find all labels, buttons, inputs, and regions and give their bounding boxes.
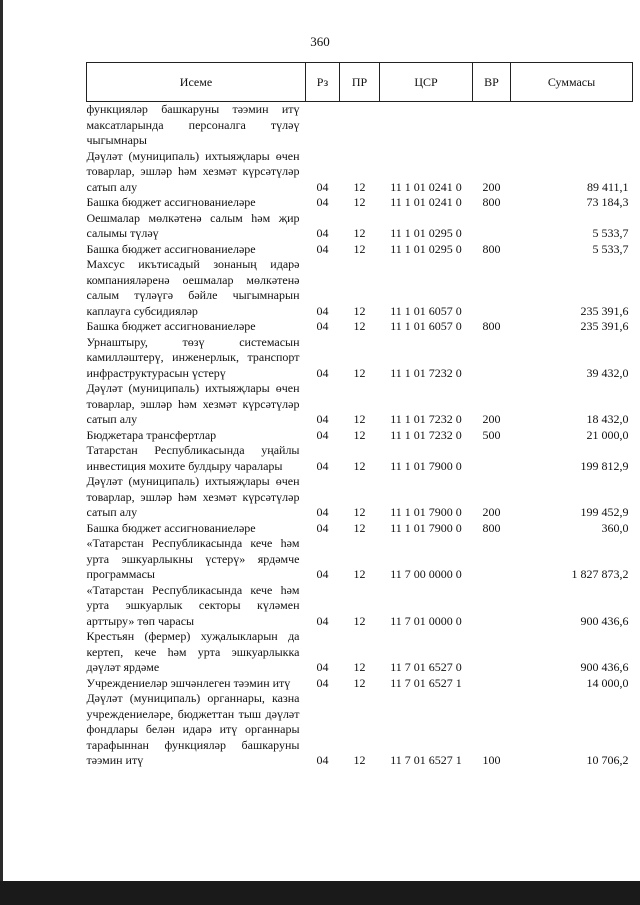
cell-csr: 11 1 01 6057 0 (390, 319, 462, 333)
header-pr: ПР (340, 63, 380, 102)
cell-rz: 04 (316, 179, 329, 194)
cell-name: Дәүләт (муниципаль) ихтыяҗлары өчен товарлар, эшләр һәм хезмәт күрсәтүләр сатып алу (86, 148, 300, 194)
cell-vr (473, 102, 511, 149)
cell-sum: 199 452,9 (580, 505, 629, 519)
cell-pr: 12 (353, 303, 366, 318)
cell-vr (473, 335, 511, 382)
table-row (87, 428, 633, 444)
cell-sum: 89 411,1 (586, 179, 629, 194)
cell-pr: 12 (353, 226, 366, 240)
cell-pr: 12 (353, 427, 366, 442)
cell-vr: 200 (482, 412, 501, 426)
cell-sum: 10 706,2 (586, 753, 629, 767)
cell-name: Башка бюджет ассигнованиеләре (86, 319, 256, 333)
header-csr: ЦСР (380, 63, 473, 102)
cell-rz: 04 (316, 319, 329, 333)
cell-pr: 12 (353, 319, 366, 333)
cell-vr: 200 (482, 505, 501, 519)
cell-rz: 04 (316, 412, 329, 426)
cell-name: Махсус икътисадый зонаның идарә компанияләренә оешмалар мөлкәтенә салым түләүгә бәйле чыгымнарын каплауга субсидияләр (86, 257, 300, 318)
cell-pr: 12 (353, 567, 366, 581)
table-row (87, 676, 633, 692)
cell-sum: 360,0 (601, 520, 629, 535)
cell-rz: 04 (316, 226, 329, 240)
table-row (87, 195, 633, 211)
cell-sum: 21 000,0 (586, 427, 629, 442)
cell-name: Учреждениеләр эшчәнлеген тәэмин итү (86, 675, 291, 690)
cell-vr: 800 (482, 520, 501, 535)
table-row (87, 691, 633, 769)
cell-vr (473, 536, 511, 583)
cell-vr (473, 676, 511, 692)
cell-csr: 11 7 01 6527 1 (390, 753, 462, 767)
cell-csr (380, 102, 473, 149)
cell-pr: 12 (353, 613, 366, 628)
cell-csr: 11 1 01 7232 0 (390, 365, 462, 380)
cell-rz: 04 (316, 660, 329, 674)
cell-pr (340, 102, 380, 149)
cell-rz: 04 (316, 458, 329, 473)
header-sum: Суммасы (511, 63, 633, 102)
cell-rz: 04 (316, 675, 329, 690)
cell-vr (473, 443, 511, 474)
cell-sum: 900 436,6 (580, 660, 629, 674)
cell-name: Башка бюджет ассигнованиеләре (86, 195, 256, 209)
cell-pr: 12 (353, 458, 366, 473)
cell-csr: 11 1 01 0241 0 (390, 195, 462, 209)
cell-pr: 12 (353, 412, 366, 426)
cell-rz: 04 (316, 241, 329, 256)
cell-vr (473, 257, 511, 319)
cell-name: Дәүләт (муниципаль) органнары, казна учреждениеләре, бюджеттан тыш дәүләт фондлары белән идарә итү органнары тарафыннан функцияләр башкаруны тәэмин итү (86, 691, 300, 767)
cell-csr: 11 7 01 6527 0 (390, 660, 462, 674)
header-vr: ВР (473, 63, 511, 102)
cell-rz: 04 (316, 520, 329, 535)
cell-pr: 12 (353, 179, 366, 194)
cell-rz: 04 (316, 303, 329, 318)
cell-csr: 11 7 00 0000 0 (390, 567, 462, 581)
table-row (87, 583, 633, 630)
cell-sum: 1 827 873,2 (571, 567, 629, 581)
cell-rz: 04 (316, 753, 329, 767)
cell-rz: 04 (316, 195, 329, 209)
cell-rz: 04 (316, 567, 329, 581)
cell-vr (473, 583, 511, 630)
table-row (87, 629, 633, 676)
cell-pr: 12 (353, 241, 366, 256)
cell-csr: 11 7 01 0000 0 (390, 613, 462, 628)
cell-rz (306, 102, 340, 149)
cell-csr: 11 7 01 6527 1 (390, 675, 462, 690)
table-row (87, 536, 633, 583)
cell-vr: 800 (482, 319, 501, 333)
cell-rz: 04 (316, 365, 329, 380)
cell-pr: 12 (353, 675, 366, 690)
cell-sum: 14 000,0 (586, 675, 629, 690)
cell-name: функцияләр башкаруны тәэмин итү максатларында персоналга түләү чыгымнары (86, 102, 300, 147)
table-row (87, 257, 633, 319)
cell-pr: 12 (353, 505, 366, 519)
cell-name: Башка бюджет ассигнованиеләре (86, 241, 256, 256)
cell-sum: 39 432,0 (586, 365, 629, 380)
cell-rz: 04 (316, 613, 329, 628)
scan-left-edge (0, 0, 3, 905)
table-body (87, 102, 633, 769)
cell-csr: 11 1 01 7232 0 (390, 427, 462, 442)
cell-sum: 5 533,7 (592, 226, 629, 240)
header-name: Исеме (87, 63, 306, 102)
cell-csr: 11 1 01 6057 0 (390, 303, 462, 318)
cell-pr: 12 (353, 195, 366, 209)
cell-rz: 04 (316, 505, 329, 519)
cell-sum: 235 391,6 (580, 303, 629, 318)
table-row (87, 443, 633, 474)
cell-vr: 800 (482, 241, 501, 256)
cell-vr: 100 (482, 753, 501, 767)
cell-name: Дәүләт (муниципаль) ихтыяҗлары өчен товарлар, эшләр һәм хезмәт күрсәтүләр сатып алу (86, 381, 300, 426)
cell-csr: 11 1 01 7900 0 (390, 520, 462, 535)
cell-sum: 235 391,6 (580, 319, 629, 333)
cell-pr: 12 (353, 660, 366, 674)
table-row (87, 381, 633, 428)
cell-csr: 11 1 01 0241 0 (390, 179, 462, 194)
cell-sum: 18 432,0 (586, 412, 629, 426)
table-row (87, 149, 633, 196)
table-row (87, 319, 633, 335)
cell-sum: 5 533,7 (592, 241, 629, 256)
table-row (87, 335, 633, 382)
cell-name: Башка бюджет ассигнованиеләре (86, 520, 256, 535)
table-row (87, 474, 633, 521)
header-rz: Рз (306, 63, 340, 102)
cell-pr: 12 (353, 365, 366, 380)
table-header-row (87, 63, 633, 102)
budget-table (86, 62, 633, 769)
table-row (87, 211, 633, 242)
cell-name: Бюджетара трансфертлар (86, 427, 217, 442)
cell-vr: 500 (482, 427, 501, 442)
table-row (87, 521, 633, 537)
cell-sum: 199 812,9 (580, 458, 629, 473)
cell-name: «Татарстан Республикасында кече һәм урта эшкуарлыкны үстерү» ярдәмче программасы (86, 536, 300, 581)
cell-pr: 12 (353, 753, 366, 767)
cell-name: Дәүләт (муниципаль) ихтыяҗлары өчен товарлар, эшләр һәм хезмәт күрсәтүләр сатып алу (86, 474, 300, 519)
cell-vr (473, 629, 511, 676)
cell-csr: 11 1 01 7900 0 (390, 505, 462, 519)
table-row (87, 102, 633, 149)
cell-vr: 200 (482, 179, 501, 194)
cell-name: Урнаштыру, төзү системасын камилләштерү, инженерлык, транспорт инфраструктурасын үстерү (86, 334, 300, 380)
scan-bottom-border (0, 881, 640, 905)
cell-csr: 11 1 01 0295 0 (390, 226, 462, 240)
cell-vr: 800 (482, 195, 501, 209)
cell-vr (473, 211, 511, 242)
cell-name: «Татарстан Республикасында кече һәм урта эшкуарлык секторы күләмен арттыру» төп чарасы (86, 582, 300, 628)
cell-csr: 11 1 01 7232 0 (390, 412, 462, 426)
table-row (87, 242, 633, 258)
cell-pr: 12 (353, 520, 366, 535)
cell-csr: 11 1 01 0295 0 (390, 241, 462, 256)
cell-sum (511, 102, 633, 149)
cell-name: Крестьян (фермер) хуҗалыкларын да кертеп, кече һәм урта эшкуарлыкка дәүләт ярдәме (86, 629, 300, 674)
page-number: 360 (310, 34, 330, 49)
cell-sum: 900 436,6 (580, 613, 629, 628)
cell-name: Оешмалар мөлкәтенә салым һәм җир салымы түләү (86, 210, 300, 240)
cell-name: Татарстан Республикасында уңайлы инвестиция мохите булдыру чаралары (86, 443, 300, 473)
cell-sum: 73 184,3 (586, 195, 629, 209)
cell-rz: 04 (316, 427, 329, 442)
budget-table-container (86, 62, 632, 769)
cell-csr: 11 1 01 7900 0 (390, 458, 462, 473)
